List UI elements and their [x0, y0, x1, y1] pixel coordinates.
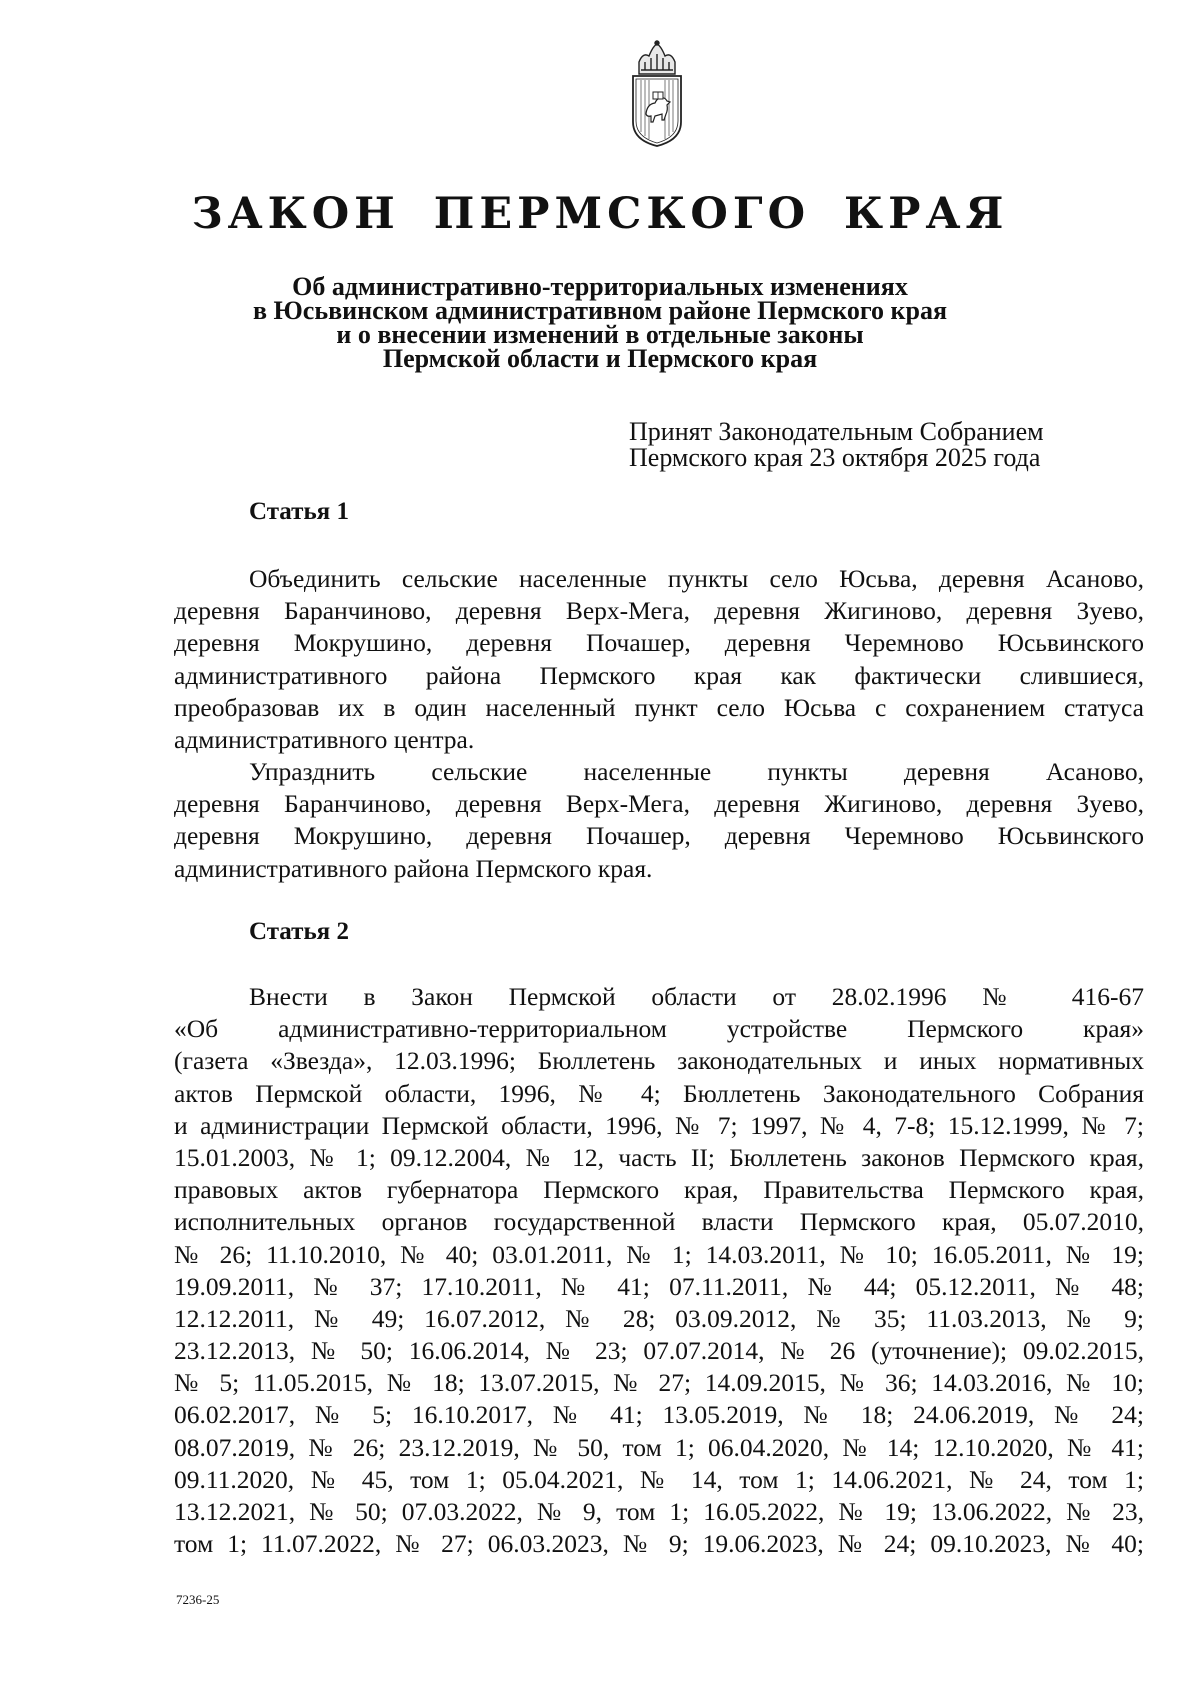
law-subtitle	[0, 272, 1200, 373]
text-line: деревня Мокрушино, деревня Почашер, деревня Черемново Юсьвинского	[174, 821, 1144, 851]
text-line: № 5; 11.05.2015, № 18; 13.07.2015, № 27; 14.09.2015, № 36; 14.03.2016, № 10;	[174, 1368, 1144, 1398]
text-line: 06.02.2017, № 5; 16.10.2017, № 41; 13.05.2019, № 18; 24.06.2019, № 24;	[174, 1400, 1144, 1430]
text-line: деревня Мокрушино, деревня Почашер, деревня Черемново Юсьвинского	[174, 628, 1144, 658]
article-1-paragraph-1	[174, 563, 1144, 756]
adoption-note	[629, 419, 1044, 471]
coat-of-arms-icon	[627, 40, 687, 150]
text-line: 09.11.2020, № 45, том 1; 05.04.2021, № 14, том 1; 14.06.2021, № 24, том 1;	[174, 1464, 1144, 1494]
text-line: «Об административно-территориальном устройстве Пермского края»	[174, 1014, 1144, 1044]
text-line: Упразднить сельские населенные пункты деревня Асаново,	[249, 757, 1144, 786]
text-line: 13.12.2021, № 50; 07.03.2022, № 9, том 1; 16.05.2022, № 19; 13.06.2022, № 23,	[174, 1497, 1144, 1526]
document-code: 7236-25	[176, 1592, 220, 1607]
subtitle-line: в Юсьвинском административном районе Пермского края	[252, 296, 948, 325]
text-line: № 26; 11.10.2010, № 40; 03.01.2011, № 1; 14.03.2011, № 10; 16.05.2011, № 19;	[174, 1239, 1144, 1269]
text-line: 23.12.2013, № 50; 16.06.2014, № 23; 07.07.2014, № 26 (уточнение); 09.02.2015,	[174, 1336, 1144, 1366]
article-1-paragraph-2	[174, 756, 1144, 885]
text-line: том 1; 11.07.2022, № 27; 06.03.2023, № 9; 19.06.2023, № 24; 09.10.2023, № 40;	[174, 1529, 1144, 1559]
text-line: административного района Пермского края.	[174, 853, 653, 883]
text-line: исполнительных органов государственной власти Пермского края, 05.07.2010,	[174, 1207, 1144, 1237]
subtitle-line: и о внесении изменений в отдельные законы	[336, 320, 864, 349]
text-line: 12.12.2011, № 49; 16.07.2012, № 28; 03.09.2012, № 35; 11.03.2013, № 9;	[174, 1303, 1144, 1333]
text-line: и администрации Пермской области, 1996, № 7; 1997, № 4, 7-8; 15.12.1999, № 7;	[174, 1110, 1144, 1140]
text-line: административного района Пермского края как фактически слившиеся,	[174, 660, 1144, 690]
subtitle-line: Пермской области и Пермского края	[382, 344, 818, 373]
text-line: административного центра.	[174, 724, 475, 754]
article-2-paragraph-1	[174, 981, 1144, 1560]
text-line: преобразовав их в один населенный пункт село Юсьва с сохранением статуса	[174, 692, 1144, 722]
text-line: Внести в Закон Пермской области от 28.02.1996 № 416-67	[249, 982, 1144, 1011]
law-title: ЗАКОН ПЕРМСКОГО КРАЯ	[191, 189, 1009, 239]
text-line: Объединить сельские населенные пункты село Юсьва, деревня Асаново,	[249, 564, 1144, 593]
text-line: 15.01.2003, № 1; 09.12.2004, № 12, часть II; Бюллетень законов Пермского края,	[174, 1142, 1144, 1172]
text-line: 19.09.2011, № 37; 17.10.2011, № 41; 07.11.2011, № 44; 05.12.2011, № 48;	[174, 1271, 1144, 1301]
adoption-line: Пермского края 23 октября 2025 года	[629, 443, 1041, 472]
text-line: правовых актов губернатора Пермского края, Правительства Пермского края,	[174, 1175, 1144, 1205]
text-line: деревня Баранчиново, деревня Верх-Мега, деревня Жигиново, деревня Зуево,	[174, 789, 1144, 819]
article-1-heading: Статья 1	[249, 498, 349, 525]
adoption-line: Принят Законодательным Собранием	[629, 417, 1044, 446]
subtitle-line: Об административно-территориальных изменениях	[292, 272, 908, 301]
text-line: 08.07.2019, № 26; 23.12.2019, № 50, том 1; 06.04.2020, № 14; 12.10.2020, № 41;	[174, 1432, 1144, 1462]
article-2-heading: Статья 2	[249, 918, 349, 945]
text-line: (газета «Звезда», 12.03.1996; Бюллетень законодательных и иных нормативных	[174, 1046, 1144, 1076]
text-line: актов Пермской области, 1996, № 4; Бюллетень Законодательного Собрания	[174, 1078, 1144, 1108]
text-line: деревня Баранчиново, деревня Верх-Мега, деревня Жигиново, деревня Зуево,	[174, 596, 1144, 626]
